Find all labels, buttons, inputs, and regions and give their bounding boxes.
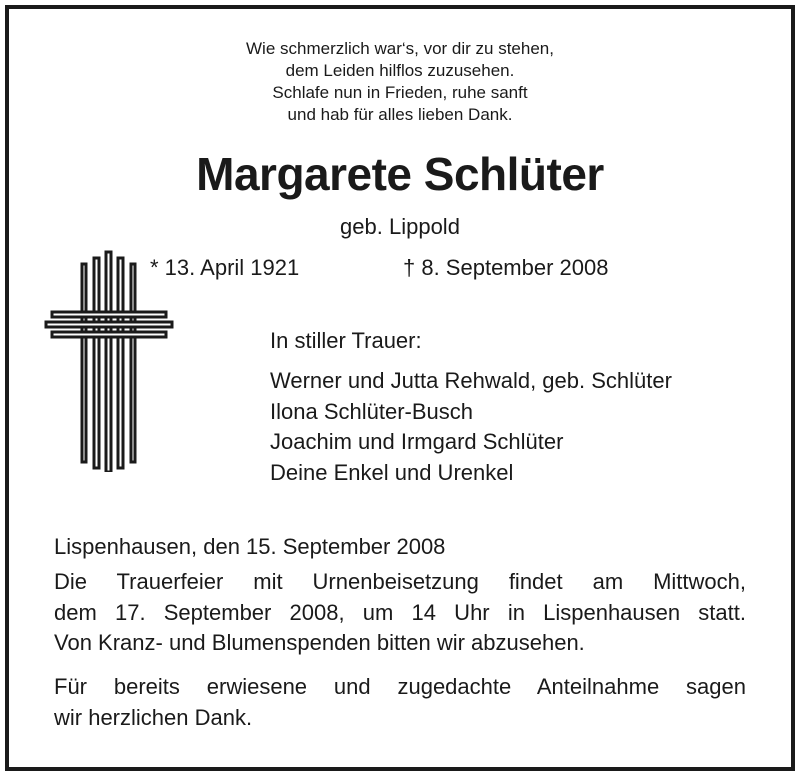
mourner-list xyxy=(270,366,672,488)
funeral-line: Die Trauerfeier mit Urnenbeisetzung findet am Mittwoch, xyxy=(54,569,746,594)
memorial-poem xyxy=(0,38,800,126)
mourner-entry: Joachim und Irmgard Schlüter xyxy=(270,429,564,454)
funeral-line: Von Kranz- und Blumenspenden bitten wir abzusehen. xyxy=(54,630,585,655)
thanks-line: wir herzlichen Dank. xyxy=(54,704,253,730)
mourner-entry: Deine Enkel und Urenkel xyxy=(270,459,514,485)
death-date: † 8. September 2008 xyxy=(403,255,609,280)
poem-line: und hab für alles lieben Dank. xyxy=(287,105,513,124)
mourner-entry: Ilona Schlüter-Busch xyxy=(270,398,473,424)
thanks-notice xyxy=(54,672,746,733)
birth-date: * 13. April 1921 xyxy=(150,255,300,280)
maiden-name: geb. Lippold xyxy=(340,214,460,239)
cross-icon xyxy=(44,250,174,472)
mourning-heading: In stiller Trauer: xyxy=(270,328,422,353)
funeral-notice xyxy=(54,567,746,659)
funeral-line: dem 17. September 2008, um 14 Uhr in Lispenhausen statt. xyxy=(54,599,746,625)
thanks-line: Für bereits erwiesene und zugedachte Anteilnahme sagen xyxy=(54,674,746,699)
poem-line: dem Leiden hilflos zuzusehen. xyxy=(285,61,515,80)
mourner-entry: Werner und Jutta Rehwald, geb. Schlüter xyxy=(270,368,672,393)
poem-line: Wie schmerzlich war‘s, vor dir zu stehen, xyxy=(246,39,554,58)
poem-line: Schlafe nun in Frieden, ruhe sanft xyxy=(272,83,528,102)
deceased-name: Margarete Schlüter xyxy=(196,148,604,200)
place-and-date: Lispenhausen, den 15. September 2008 xyxy=(54,534,446,559)
